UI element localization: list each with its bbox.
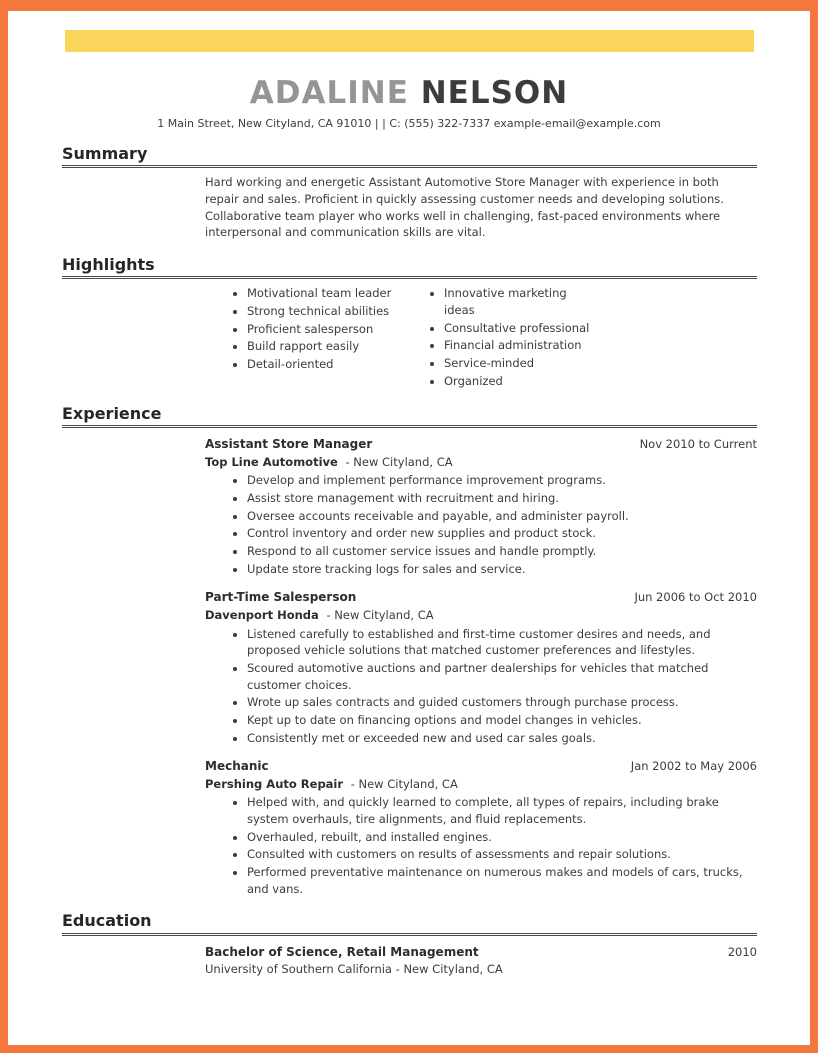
candidate-first-name: ADALINE <box>249 75 409 111</box>
education-heading: Education <box>62 911 152 931</box>
experience-heading-row <box>62 404 757 428</box>
section-summary <box>62 144 757 241</box>
job-bullet: • Scoured automotive auctions and partner dealerships for vehicles that matched customer choices. <box>247 660 757 693</box>
job-bullet: • Control inventory and order new supplies and product stock. <box>247 525 757 542</box>
candidate-last-name: NELSON <box>420 75 569 111</box>
summary-body <box>205 174 757 241</box>
highlights-column-2 <box>402 285 599 390</box>
job-title: Mechanic <box>205 759 269 774</box>
section-education <box>62 911 757 977</box>
job-header <box>205 436 757 453</box>
highlight-item: • Consultative professional <box>444 320 599 337</box>
highlights-column-1 <box>205 285 402 390</box>
job-bullet: • Helped with, and quickly learned to complete, all types of repairs, including brake system overhauls, tire alignments, and fluid replacements. <box>247 794 757 827</box>
job-bullet: • Assist store management with recruitment and hiring. <box>247 490 757 507</box>
summary-text: Hard working and energetic Assistant Automotive Store Manager with experience in both repair and sales. Proficient in quickly assessing customer needs and developing solutions. Collaborative team player who works well in challenging, fast-paced environments where interpersonal and communication skills are vital. <box>205 175 724 240</box>
job-location: - New Cityland, CA <box>350 776 458 791</box>
accent-bar <box>65 30 754 52</box>
company-name: Davenport Honda <box>205 607 319 622</box>
company-line <box>205 607 757 624</box>
job-bullet: • Develop and implement performance improvement programs. <box>247 472 757 489</box>
company-line <box>205 776 757 793</box>
highlights-heading: Highlights <box>62 254 155 274</box>
job-bullet-list <box>205 626 757 747</box>
job-bullet: • Performed preventative maintenance on numerous makes and models of cars, trucks, and vans. <box>247 864 757 897</box>
job-header <box>205 758 757 775</box>
summary-heading: Summary <box>62 144 148 164</box>
job-dates: Nov 2010 to Current <box>639 437 757 452</box>
job-title: Part-Time Salesperson <box>205 590 357 605</box>
highlight-item: • Service-minded <box>444 355 599 372</box>
highlight-item: • Organized <box>444 373 599 390</box>
job-bullet: • Update store tracking logs for sales and service. <box>247 561 757 578</box>
highlights-heading-row <box>62 255 757 279</box>
summary-heading-row <box>62 144 757 168</box>
company-name: Top Line Automotive <box>205 454 338 469</box>
experience-heading: Experience <box>62 404 162 424</box>
education-entry <box>205 944 757 978</box>
job-bullet-list <box>205 794 757 897</box>
section-experience <box>62 404 757 897</box>
job-dates: Jan 2002 to May 2006 <box>630 759 757 774</box>
education-body <box>205 944 757 978</box>
experience-body <box>205 436 757 897</box>
graduation-year: 2010 <box>727 944 757 959</box>
school-name: University of Southern California - New Cityland, CA <box>205 961 503 976</box>
job-bullet-list <box>205 472 757 577</box>
job-bullet: • Wrote up sales contracts and guided customers through purchase process. <box>247 694 757 711</box>
highlight-item: • Strong technical abilities <box>247 303 402 320</box>
degree-name: Bachelor of Science, Retail Management <box>205 944 479 959</box>
job-entry <box>205 436 757 577</box>
job-bullet: • Listened carefully to established and first-time customer desires and needs, and proposed vehicle solutions that matched customer preferences and lifestyles. <box>247 626 757 659</box>
job-bullet: • Consulted with customers on results of assessments and repair solutions. <box>247 846 757 863</box>
candidate-name <box>8 76 810 110</box>
highlights-body <box>205 285 757 390</box>
job-location: - New Cityland, CA <box>345 454 453 469</box>
highlight-item: • Proficient salesperson <box>247 321 402 338</box>
job-bullet: • Oversee accounts receivable and payable, and administer payroll. <box>247 508 757 525</box>
job-header <box>205 589 757 606</box>
job-bullet: • Kept up to date on financing options and model changes in vehicles. <box>247 712 757 729</box>
company-line <box>205 454 757 471</box>
job-bullet: • Respond to all customer service issues and handle promptly. <box>247 543 757 560</box>
education-header <box>205 944 757 961</box>
company-name: Pershing Auto Repair <box>205 776 344 791</box>
highlight-item: • Motivational team leader <box>247 285 402 302</box>
highlight-item: • Financial administration <box>444 337 599 354</box>
job-entry <box>205 758 757 897</box>
job-location: - New Cityland, CA <box>326 607 434 622</box>
section-highlights <box>62 255 757 390</box>
highlight-item: • Build rapport easily <box>247 338 402 355</box>
highlights-columns <box>205 285 757 390</box>
highlight-item: • Detail-oriented <box>247 356 402 373</box>
job-title: Assistant Store Manager <box>205 437 373 452</box>
contact-info: 1 Main Street, New Cityland, CA 91010 | | C: (555) 322-7337 example-email@example.com <box>157 117 661 131</box>
education-heading-row <box>62 911 757 935</box>
job-bullet: • Overhauled, rebuilt, and installed engines. <box>247 829 757 846</box>
job-bullet: • Consistently met or exceeded new and used car sales goals. <box>247 730 757 747</box>
job-entry <box>205 589 757 746</box>
job-dates: Jun 2006 to Oct 2010 <box>634 590 757 605</box>
highlight-item: • Innovative marketing ideas <box>444 285 599 318</box>
